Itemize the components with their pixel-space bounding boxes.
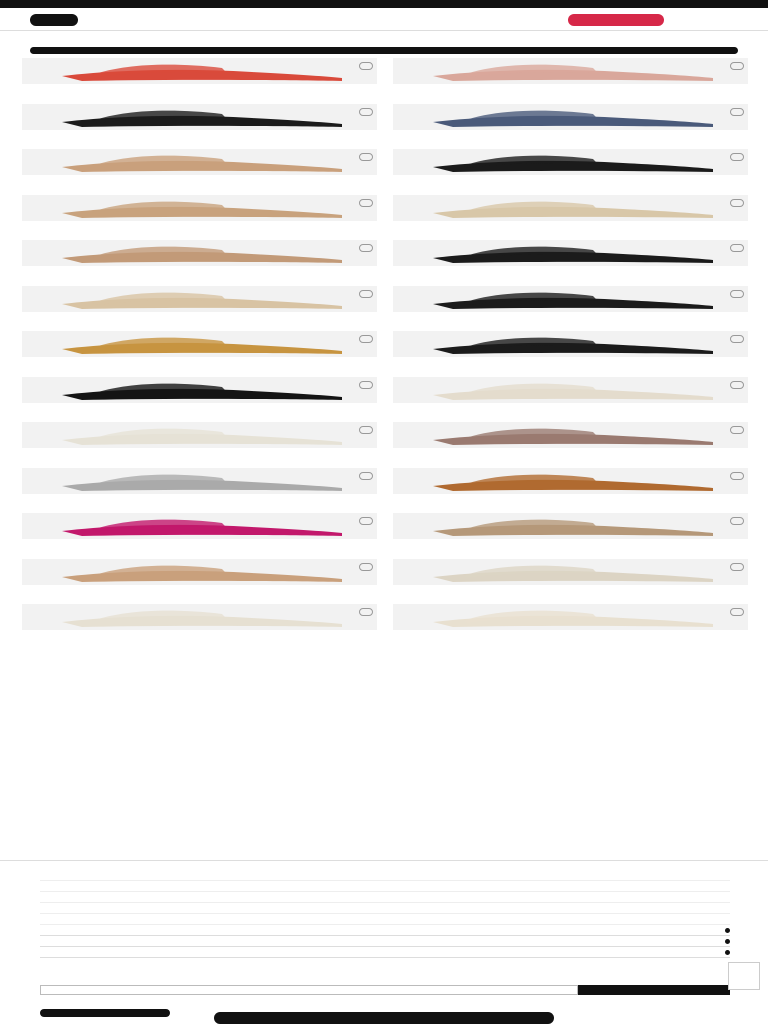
shoe-icon — [393, 149, 748, 175]
legal-link[interactable] — [30, 985, 738, 993]
product-name[interactable] — [22, 357, 377, 367]
shoe-icon — [393, 513, 748, 539]
product-card[interactable] — [22, 149, 377, 189]
product-name[interactable] — [22, 448, 377, 458]
product-row — [22, 286, 748, 326]
expand-icon — [725, 939, 730, 944]
product-grid — [22, 58, 748, 650]
wishlist-heart-icon[interactable] — [730, 153, 744, 161]
shoe-icon — [22, 468, 377, 494]
product-card[interactable] — [393, 58, 748, 98]
product-card[interactable] — [393, 604, 748, 644]
product-row — [22, 331, 748, 371]
product-image[interactable] — [22, 468, 377, 494]
product-name[interactable] — [393, 403, 748, 413]
wishlist-heart-icon[interactable] — [730, 517, 744, 525]
product-name[interactable] — [393, 130, 748, 140]
product-image[interactable] — [393, 377, 748, 403]
product-name[interactable] — [22, 266, 377, 276]
product-name[interactable] — [393, 221, 748, 231]
shoe-icon — [393, 104, 748, 130]
product-image[interactable] — [22, 377, 377, 403]
shoe-icon — [393, 58, 748, 84]
product-card[interactable] — [22, 604, 377, 644]
shoe-icon — [393, 240, 748, 266]
footer-accordion[interactable] — [40, 947, 730, 958]
shoe-icon — [393, 559, 748, 585]
wishlist-heart-icon[interactable] — [730, 381, 744, 389]
product-row — [22, 559, 748, 599]
wishlist-heart-icon[interactable] — [359, 426, 373, 434]
wishlist-heart-icon[interactable] — [359, 108, 373, 116]
legal-link[interactable] — [30, 1025, 738, 1033]
product-card[interactable] — [393, 149, 748, 189]
product-name[interactable] — [393, 266, 748, 276]
product-image[interactable] — [393, 331, 748, 357]
product-image[interactable] — [393, 468, 748, 494]
product-row — [22, 513, 748, 553]
shipping-message — [90, 13, 340, 27]
product-card[interactable] — [22, 104, 377, 144]
shoe-icon — [22, 513, 377, 539]
wishlist-heart-icon[interactable] — [730, 426, 744, 434]
shoe-icon — [393, 604, 748, 630]
product-image[interactable] — [22, 195, 377, 221]
wishlist-heart-icon[interactable] — [730, 108, 744, 116]
product-card[interactable] — [22, 58, 377, 98]
shoe-icon — [393, 195, 748, 221]
product-image[interactable] — [22, 104, 377, 130]
footer-link[interactable] — [40, 903, 730, 914]
account-link[interactable] — [676, 13, 766, 27]
product-image[interactable] — [393, 149, 748, 175]
footer-accordion[interactable] — [40, 925, 730, 936]
product-image[interactable] — [22, 513, 377, 539]
product-image[interactable] — [393, 559, 748, 585]
product-name[interactable] — [22, 130, 377, 140]
product-name[interactable] — [22, 221, 377, 231]
wishlist-heart-icon[interactable] — [359, 62, 373, 70]
wishlist-heart-icon[interactable] — [359, 335, 373, 343]
product-card[interactable] — [22, 240, 377, 280]
product-card[interactable] — [22, 422, 377, 462]
product-image[interactable] — [393, 513, 748, 539]
wishlist-heart-icon[interactable] — [730, 62, 744, 70]
product-card[interactable] — [393, 195, 748, 235]
product-card[interactable] — [22, 331, 377, 371]
product-card[interactable] — [22, 195, 377, 235]
footer-link[interactable] — [40, 914, 730, 925]
shoe-icon — [22, 559, 377, 585]
footer-link[interactable] — [40, 892, 730, 903]
footer-accordion[interactable] — [40, 936, 730, 947]
wishlist-heart-icon[interactable] — [359, 563, 373, 571]
expand-icon — [725, 950, 730, 955]
footer-link[interactable] — [40, 881, 730, 892]
shoe-icon — [22, 58, 377, 84]
product-card[interactable] — [22, 286, 377, 326]
product-row — [22, 377, 748, 417]
product-name[interactable] — [393, 357, 748, 367]
product-card[interactable] — [22, 559, 377, 599]
product-image[interactable] — [393, 240, 748, 266]
wishlist-heart-icon[interactable] — [730, 563, 744, 571]
shoe-icon — [22, 286, 377, 312]
product-row — [22, 104, 748, 144]
floating-filter-button[interactable] — [214, 1012, 554, 1024]
promo-button[interactable] — [568, 14, 664, 26]
shoe-icon — [22, 240, 377, 266]
shoe-icon — [393, 468, 748, 494]
shoe-icon — [393, 377, 748, 403]
shoe-icon — [22, 422, 377, 448]
product-card[interactable] — [393, 559, 748, 599]
product-image[interactable] — [22, 559, 377, 585]
product-image[interactable] — [393, 604, 748, 630]
wishlist-heart-icon[interactable] — [359, 472, 373, 480]
shoe-icon — [22, 195, 377, 221]
shoe-icon — [22, 104, 377, 130]
site-footer — [40, 870, 730, 980]
product-card[interactable] — [393, 240, 748, 280]
legal-links — [30, 985, 738, 1033]
product-name[interactable] — [22, 403, 377, 413]
product-image[interactable] — [393, 195, 748, 221]
product-card[interactable] — [393, 104, 748, 144]
wishlist-heart-icon[interactable] — [359, 244, 373, 252]
legal-link[interactable] — [30, 993, 738, 1001]
product-name[interactable] — [22, 630, 377, 640]
wishlist-heart-icon[interactable] — [359, 517, 373, 525]
wishlist-heart-icon[interactable] — [359, 199, 373, 207]
filter-sort-button[interactable] — [30, 47, 738, 54]
promo-banner[interactable] — [0, 0, 768, 8]
shoe-icon — [393, 422, 748, 448]
product-name[interactable] — [22, 539, 377, 549]
expand-icon — [725, 928, 730, 933]
shoe-icon — [22, 377, 377, 403]
shoe-icon — [393, 331, 748, 357]
wishlist-heart-icon[interactable] — [730, 335, 744, 343]
site-header — [0, 8, 768, 31]
product-image[interactable] — [22, 240, 377, 266]
product-name[interactable] — [393, 448, 748, 458]
product-name[interactable] — [393, 630, 748, 640]
wishlist-heart-icon[interactable] — [730, 199, 744, 207]
wishlist-heart-icon[interactable] — [359, 153, 373, 161]
product-name[interactable] — [22, 84, 377, 94]
product-row — [22, 58, 748, 98]
wishlist-heart-icon[interactable] — [359, 608, 373, 616]
page-header — [0, 30, 768, 48]
product-image[interactable] — [22, 286, 377, 312]
product-row — [22, 604, 748, 644]
product-image[interactable] — [22, 422, 377, 448]
product-name[interactable] — [22, 494, 377, 504]
signup-subtitle — [40, 975, 730, 983]
product-name[interactable] — [22, 175, 377, 185]
shoe-icon — [393, 286, 748, 312]
product-row — [22, 195, 748, 235]
product-name[interactable] — [393, 84, 748, 94]
product-name[interactable] — [393, 585, 748, 595]
product-name[interactable] — [22, 312, 377, 322]
product-row — [22, 468, 748, 508]
product-image[interactable] — [22, 331, 377, 357]
product-image[interactable] — [393, 104, 748, 130]
logo[interactable] — [30, 14, 78, 26]
product-name[interactable] — [393, 175, 748, 185]
product-row — [22, 422, 748, 462]
product-card[interactable] — [393, 468, 748, 508]
product-card[interactable] — [393, 422, 748, 462]
product-name[interactable] — [22, 585, 377, 595]
product-image[interactable] — [393, 286, 748, 312]
product-image[interactable] — [22, 604, 377, 630]
product-row — [22, 149, 748, 189]
product-image[interactable] — [393, 58, 748, 84]
wishlist-heart-icon[interactable] — [730, 290, 744, 298]
product-card[interactable] — [22, 513, 377, 553]
legal-link[interactable] — [30, 1001, 738, 1009]
product-card[interactable] — [393, 286, 748, 326]
product-name[interactable] — [393, 494, 748, 504]
product-image[interactable] — [393, 422, 748, 448]
product-image[interactable] — [22, 149, 377, 175]
product-card[interactable] — [22, 377, 377, 417]
product-card[interactable] — [22, 468, 377, 508]
wishlist-heart-icon[interactable] — [359, 381, 373, 389]
product-name[interactable] — [393, 539, 748, 549]
wishlist-heart-icon[interactable] — [730, 608, 744, 616]
product-name[interactable] — [393, 312, 748, 322]
wishlist-heart-icon[interactable] — [730, 244, 744, 252]
shoe-icon — [22, 149, 377, 175]
seo-article — [30, 740, 738, 860]
shoe-icon — [22, 604, 377, 630]
product-card[interactable] — [393, 513, 748, 553]
shoe-icon — [22, 331, 377, 357]
product-card[interactable] — [393, 377, 748, 417]
footer-link[interactable] — [40, 870, 730, 881]
signup-title — [40, 962, 730, 975]
product-card[interactable] — [393, 331, 748, 371]
wishlist-heart-icon[interactable] — [730, 472, 744, 480]
product-row — [22, 240, 748, 280]
wishlist-heart-icon[interactable] — [359, 290, 373, 298]
product-image[interactable] — [22, 58, 377, 84]
